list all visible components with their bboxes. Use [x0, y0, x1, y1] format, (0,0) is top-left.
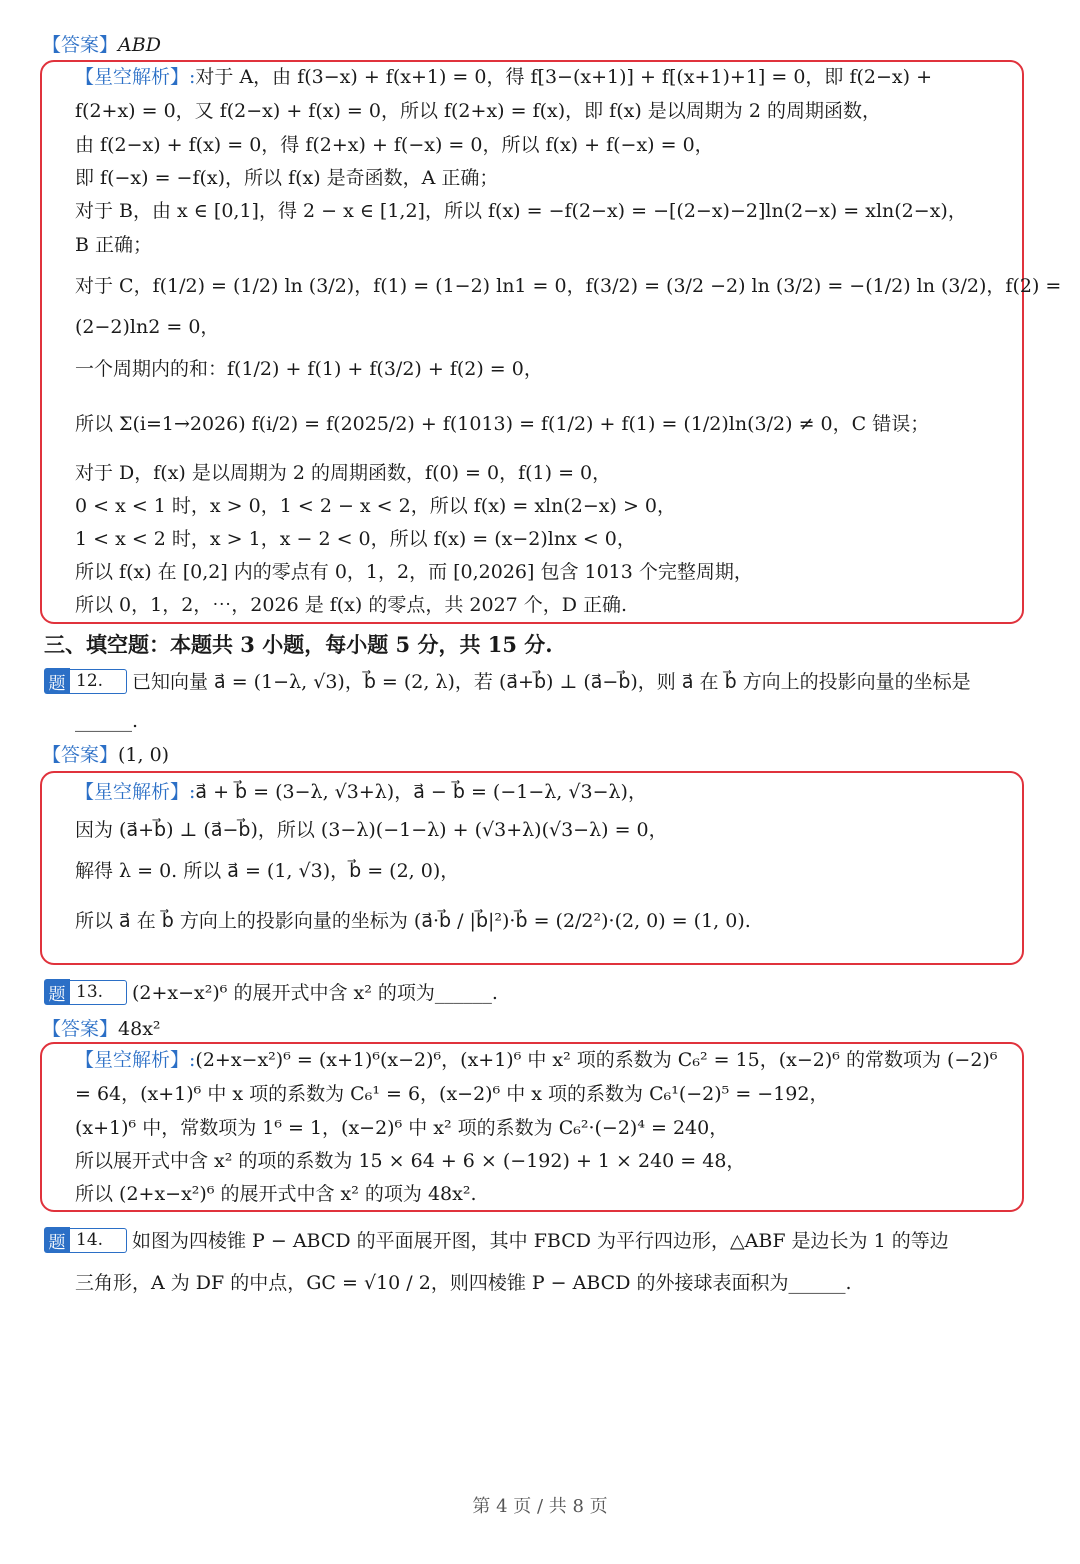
question-number: 13.	[70, 980, 127, 1005]
question-number: 12.	[70, 669, 127, 694]
answer-value: (1, 0)	[118, 744, 170, 766]
solution-11-line-7: (2−2)ln2 = 0，	[75, 316, 220, 338]
answer-label: 【答案】	[42, 1018, 119, 1040]
solution-text: a⃗ + b⃗ = (3−λ, √3+λ)，a⃗ − b⃗ = (−1−λ, √3−λ)，	[195, 781, 647, 803]
question-13-text: (2+x−x²)⁶ 的展开式中含 x² 的项为______.	[132, 982, 498, 1004]
question-number: 14.	[70, 1228, 127, 1253]
solution-11-line-3: 即 f(−x) = −f(x)，所以 f(x) 是奇函数，A 正确；	[75, 167, 499, 189]
answer-value: ABD	[118, 34, 161, 56]
question-tag-icon: 题	[44, 668, 70, 694]
solution-11-line-6: 对于 C，f(1/2) = (1/2) ln (3/2)，f(1) = (1−2) ln1 = 0，f(3/2) = (3/2 −2) ln (3/2) = −(1/2) ln (3/2)，f(2) =	[75, 275, 1062, 297]
solution-11-line-4: 对于 B，由 x ∈ [0,1]，得 2 − x ∈ [1,2]，所以 f(x) = −f(2−x) = −[(2−x)−2]ln(2−x) = xln(2−x)，	[75, 200, 967, 222]
page-footer: 第 4 页 / 共 8 页	[472, 1496, 608, 1517]
solution-11-line-2: 由 f(2−x) + f(x) = 0，得 f(2+x) + f(−x) = 0，所以 f(x) + f(−x) = 0，	[75, 134, 714, 156]
solution-11-line-12: 1 < x < 2 时，x > 1，x − 2 < 0，所以 f(x) = (x−2)lnx < 0，	[75, 528, 636, 550]
answer-12	[42, 740, 169, 767]
solution-13-line-4: 所以 (2+x−x²)⁶ 的展开式中含 x² 的项为 48x².	[75, 1183, 477, 1205]
solution-13-line-0	[75, 1047, 997, 1073]
section-heading: 三、填空题：本题共 3 小题，每小题 5 分，共 15 分.	[44, 632, 553, 657]
solution-13-line-2: (x+1)⁶ 中，常数项为 1⁶ = 1，(x−2)⁶ 中 x² 项的系数为 C₆²·(−2)⁴ = 240，	[75, 1117, 729, 1139]
question-14-tag	[44, 1227, 127, 1253]
solution-text: (2+x−x²)⁶ = (x+1)⁶(x−2)⁶，(x+1)⁶ 中 x² 项的系数为 C₆² = 15，(x−2)⁶ 的常数项为 (−2)⁶	[195, 1049, 998, 1071]
solution-11-line-9: 所以 Σ(i=1→2026) f(i/2) = f(2025/2) + f(1013) = f(1/2) + f(1) = (1/2)ln(3/2) ≠ 0，C 错误；	[75, 413, 930, 435]
question-12-tag	[44, 668, 127, 694]
answer-value: 48x²	[118, 1018, 161, 1040]
question-14-line-1: 如图为四棱锥 P − ABCD 的平面展开图，其中 FBCD 为平行四边形，△ABF 是边长为 1 的等边	[132, 1230, 949, 1252]
solution-head: 【星空解析】:	[75, 66, 196, 88]
solution-12-line-1: 因为 (a⃗+b⃗) ⊥ (a⃗−b⃗)，所以 (3−λ)(−1−λ) + (√3+λ)(√3−λ) = 0，	[75, 819, 668, 841]
solution-12-line-2: 解得 λ = 0. 所以 a⃗ = (1, √3)，b⃗ = (2, 0)，	[75, 860, 460, 882]
solution-13-line-3: 所以展开式中含 x² 的项的系数为 15 × 64 + 6 × (−192) + 1 × 240 = 48，	[75, 1150, 746, 1172]
solution-13-line-1: = 64，(x+1)⁶ 中 x 项的系数为 C₆¹ = 6，(x−2)⁶ 中 x 项的系数为 C₆¹(−2)⁵ = −192，	[75, 1083, 829, 1105]
solution-head: 【星空解析】:	[75, 1049, 196, 1071]
question-12-blank: ______.	[75, 710, 139, 732]
solution-head: 【星空解析】:	[75, 781, 196, 803]
solution-text: 对于 A，由 f(3−x) + f(x+1) = 0，得 f[3−(x+1)] + f[(x+1)+1] = 0，即 f(2−x) +	[195, 66, 932, 88]
answer-13	[42, 1014, 161, 1041]
solution-11-line-11: 0 < x < 1 时，x > 0，1 < 2 − x < 2，所以 f(x) = xln(2−x) > 0，	[75, 495, 676, 517]
question-12-text: 已知向量 a⃗ = (1−λ, √3)，b⃗ = (2, λ)，若 (a⃗+b⃗) ⊥ (a⃗−b⃗)，则 a⃗ 在 b⃗ 方向上的投影向量的坐标是	[132, 671, 971, 693]
question-tag-icon: 题	[44, 1227, 70, 1253]
solution-11-line-14: 所以 0，1，2，⋯，2026 是 f(x) 的零点，共 2027 个，D 正确.	[75, 594, 628, 616]
question-13-tag	[44, 979, 127, 1005]
solution-11-line-0	[75, 64, 932, 90]
answer-11	[42, 30, 161, 57]
solution-11-line-5: B 正确；	[75, 234, 153, 256]
solution-11-line-10: 对于 D，f(x) 是以周期为 2 的周期函数，f(0) = 0，f(1) = 0，	[75, 462, 612, 484]
solution-11-line-13: 所以 f(x) 在 [0,2] 内的零点有 0，1，2，而 [0,2026] 包含 1013 个完整周期，	[75, 561, 753, 583]
answer-label: 【答案】	[42, 34, 119, 56]
solution-11-line-1: f(2+x) = 0，又 f(2−x) + f(x) = 0，所以 f(2+x) = f(x)，即 f(x) 是以周期为 2 的周期函数，	[75, 100, 881, 122]
question-14-line-2: 三角形，A 为 DF 的中点，GC = √10 / 2，则四棱锥 P − ABCD 的外接球表面积为______.	[75, 1272, 852, 1294]
solution-12-line-3: 所以 a⃗ 在 b⃗ 方向上的投影向量的坐标为 (a⃗·b⃗ / |b⃗|²)·b⃗ = (2/2²)·(2, 0) = (1, 0).	[75, 910, 751, 932]
solution-11-line-8: 一个周期内的和：f(1/2) + f(1) + f(3/2) + f(2) = 0，	[75, 358, 543, 380]
question-tag-icon: 题	[44, 979, 70, 1005]
solution-12-line-0	[75, 779, 647, 805]
answer-label: 【答案】	[42, 744, 119, 766]
